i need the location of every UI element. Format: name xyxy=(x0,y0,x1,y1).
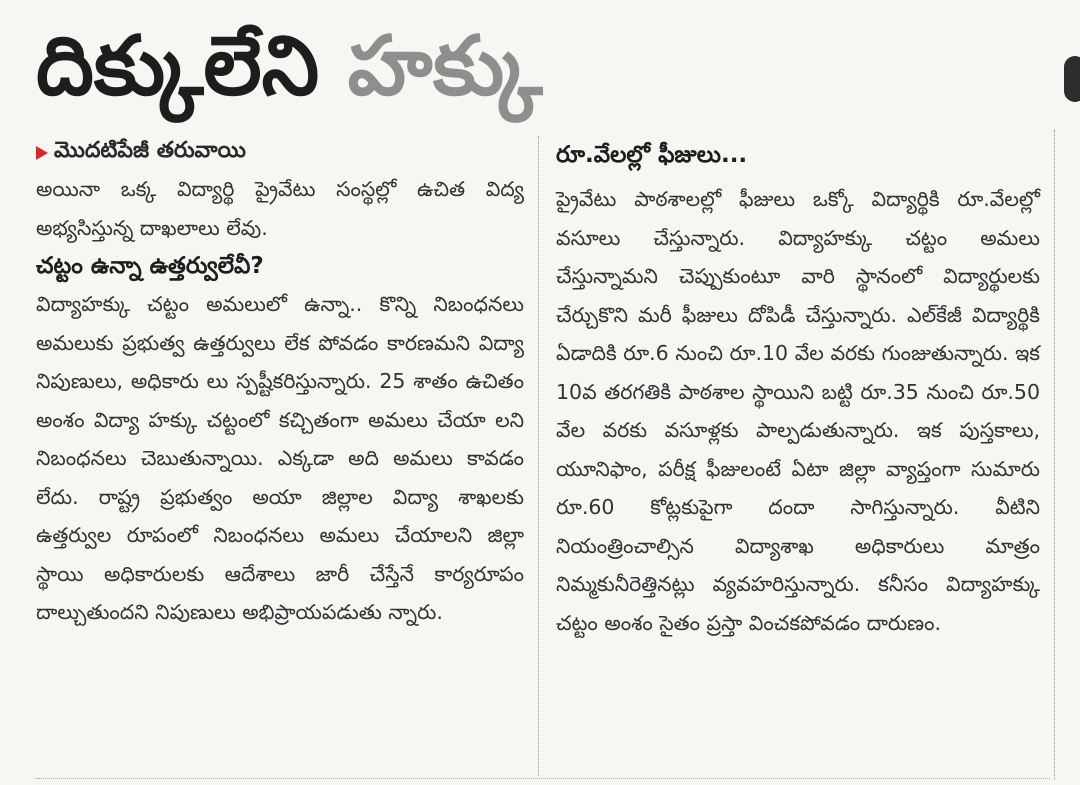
headline-part-dark: దిక్కులేని xyxy=(36,19,348,114)
left-body-paragraph: విద్యాహక్కు చట్టం అమలులో ఉన్నా.. కొన్ని నిబంధనలు అమలుకు ప్రభుత్వ ఉత్తర్వులు లేక పోవడం కారణమని విద్యా నిపుణులు, అధికారు లు స్పష్టీకరిస్తున్నారు. 25 శాతం ఉచితం అంశం విద్యా హక్కు చట్టంలో కచ్చితంగా అమలు చేయా లని నిబంధనలు చెబుతున్నాయి. ఎక్కడా అది అమలు కావడం లేదు. రాష్ట్ర ప్రభుత్వం అయా జిల్లాల విద్యా శాఖలకు ఉత్తర్వుల రూపంలో నిబంధనలు అమలు చేయాలని జిల్లా స్థాయి అధికారులకు ఆదేశాలు జారీ చేస్తేనే కార్యరూపం దాల్చుతుందని నిపుణులు అభిప్రాయపడుతు న్నారు. xyxy=(36,292,524,624)
cropped-adjacent-headline xyxy=(1064,56,1080,102)
right-edge-divider xyxy=(1054,130,1056,780)
right-subheading: రూ.వేలల్లో ఫీజులు... xyxy=(556,142,748,168)
right-body-paragraph: ప్రైవేటు పాఠశాలల్లో ఫీజులు ఒక్కో విద్యార్థికి రూ.వేలల్లో వసూలు చేస్తున్నారు. విద్యాహక్కు చట్టం అమలు చేస్తున్నామని చెప్పుకుంటూ వారి స్థానంలో విద్యార్థులకు చేర్చుకొని మరీ ఫీజులు దోపిడీ చేస్తున్నారు. ఎల్‌కేజీ విద్యార్థికి ఏడాదికి రూ.6 నుంచి రూ.10 వేల వరకు గుంజుతున్నారు. ఇక 10వ తరగతికి పాఠశాల స్థాయిని బట్టి రూ.35 నుంచి రూ.50 వేల వరకు వసూళ్లకు పాల్పడుతున్నారు. ఇక పుస్తకాలు, యూనిఫాం, పరీక్ష ఫీజులంటే ఏటా జిల్లా వ్యాప్తంగా సుమారు రూ.60 కోట్లకుపైగా దందా సాగిస్తున్నారు. వీటిని నియంత్రించాల్సిన విద్యాశాఖ అధికారులు మాత్రం నిమ్మకునీరెత్తినట్లు వ్యవహరిస్తున్నారు. కనీసం విద్యాహక్కు చట్టం అంశం సైతం ప్రస్తా వించకపోవడం దారుణం. xyxy=(556,187,1040,635)
intro-paragraph: అయినా ఒక్క విద్యార్థి ప్రైవేటు సంస్థల్లో ఉచిత విద్య అభ్యసిస్తున్న దాఖలాలు లేవు. xyxy=(36,177,524,240)
right-column xyxy=(556,136,1040,642)
headline xyxy=(36,8,543,126)
continuation-kicker xyxy=(36,136,524,170)
left-subheading: చట్టం ఉన్నా ఉత్తర్వులేవీ? xyxy=(36,253,264,279)
kicker-arrow-icon xyxy=(36,146,48,160)
column-divider xyxy=(538,136,540,776)
left-column xyxy=(36,136,524,632)
headline-part-light: హక్కు xyxy=(347,19,543,114)
kicker-text: మొదటిపేజీ తరువాయి xyxy=(54,138,246,163)
bottom-divider xyxy=(36,778,1050,779)
